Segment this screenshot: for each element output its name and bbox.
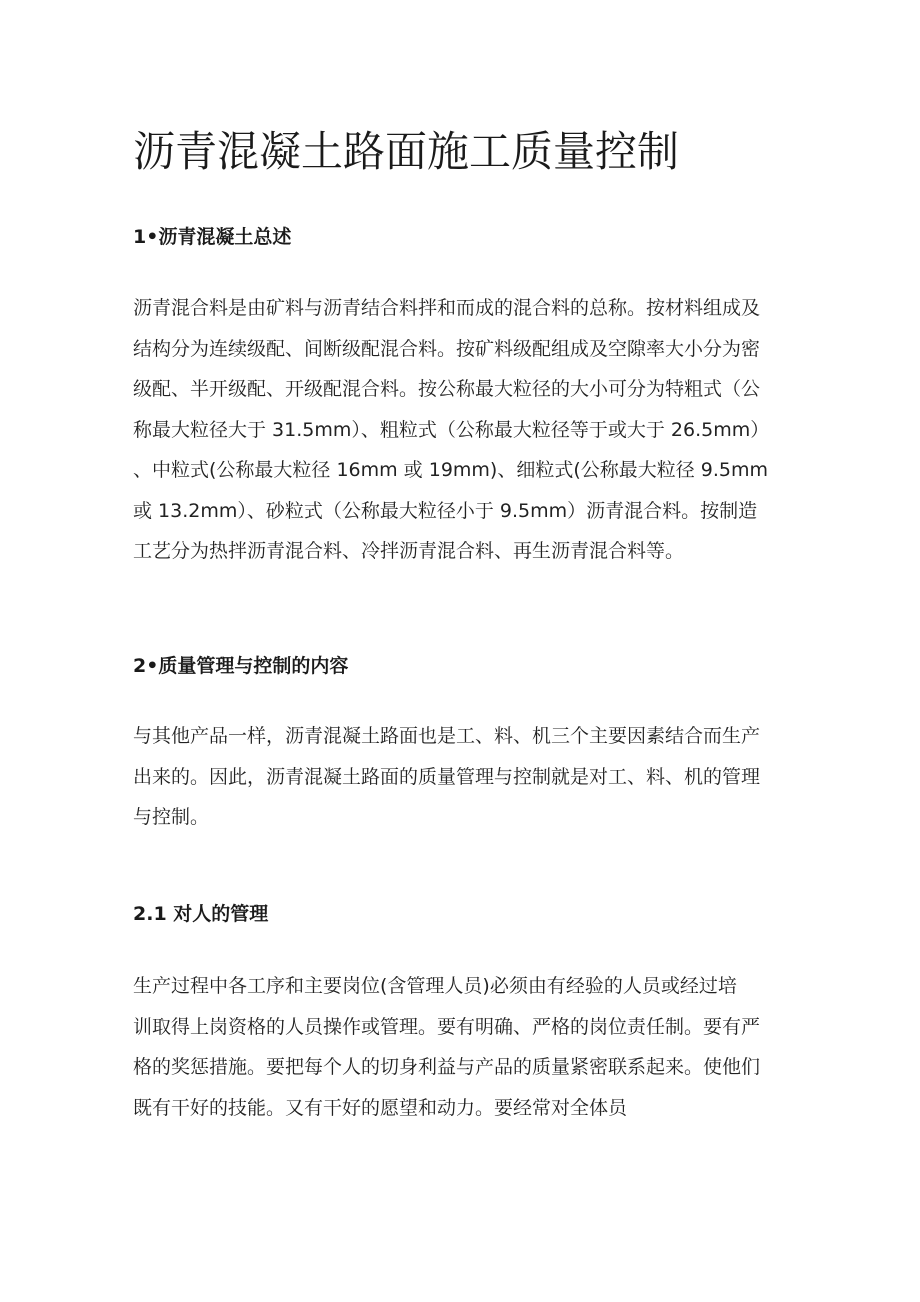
paragraph-line: 结构分为连续级配、间断级配混合料。按矿料级配组成及空隙率大小分为密	[133, 337, 761, 360]
paragraph-line: 与其他产品一样，沥青混凝土路面也是工、料、机三个主要因素结合而生产	[133, 725, 761, 747]
paragraph-line: 生产过程中各工序和主要岗位(含管理人员)必须由有经验的人员或经过培	[133, 975, 737, 997]
paragraph-personnel	[133, 966, 793, 1128]
section-heading-personnel: 2.1 对人的管理	[133, 903, 269, 925]
paragraph-line: 出来的。因此，沥青混凝土路面的质量管理与控制就是对工、料、机的管理	[133, 765, 761, 788]
paragraph-quality-management	[133, 716, 793, 838]
paragraph-line: 工艺分为热拌沥青混合料、冷拌沥青混合料、再生沥青混合料等。	[133, 540, 685, 562]
paragraph-line: 称最大粒径大于 31.5mm）、粗粒式（公称最大粒径等于或大于 26.5mm）	[133, 418, 770, 441]
paragraph-line: 训取得上岗资格的人员操作或管理。要有明确、严格的岗位责任制。要有严	[133, 1015, 761, 1038]
paragraph-line: 或 13.2mm）、砂粒式（公称最大粒径小于 9.5mm）沥青混合料。按制造	[133, 499, 758, 522]
paragraph-line: 级配、半开级配、开级配混合料。按公称最大粒径的大小可分为特粗式（公	[133, 378, 761, 400]
paragraph-line: 、中粒式(公称最大粒径 16mm 或 19mm)、细粒式(公称最大粒径 9.5mm	[133, 459, 769, 481]
paragraph-line: 既有干好的技能。又有干好的愿望和动力。要经常对全体员	[133, 1096, 628, 1119]
paragraph-line: 与控制。	[133, 806, 210, 828]
paragraph-line: 沥青混合料是由矿料与沥青结合料拌和而成的混合料的总称。按材料组成及	[133, 297, 761, 319]
document-title: 沥青混凝土路面施工质量控制	[133, 127, 680, 176]
section-heading-quality-management: 2•质量管理与控制的内容	[133, 655, 349, 677]
paragraph-line: 格的奖惩措施。要把每个人的切身利益与产品的质量紧密联系起来。使他们	[133, 1056, 761, 1078]
section-heading-overview: 1•沥青混凝土总述	[133, 226, 292, 248]
paragraph-overview	[133, 288, 793, 572]
